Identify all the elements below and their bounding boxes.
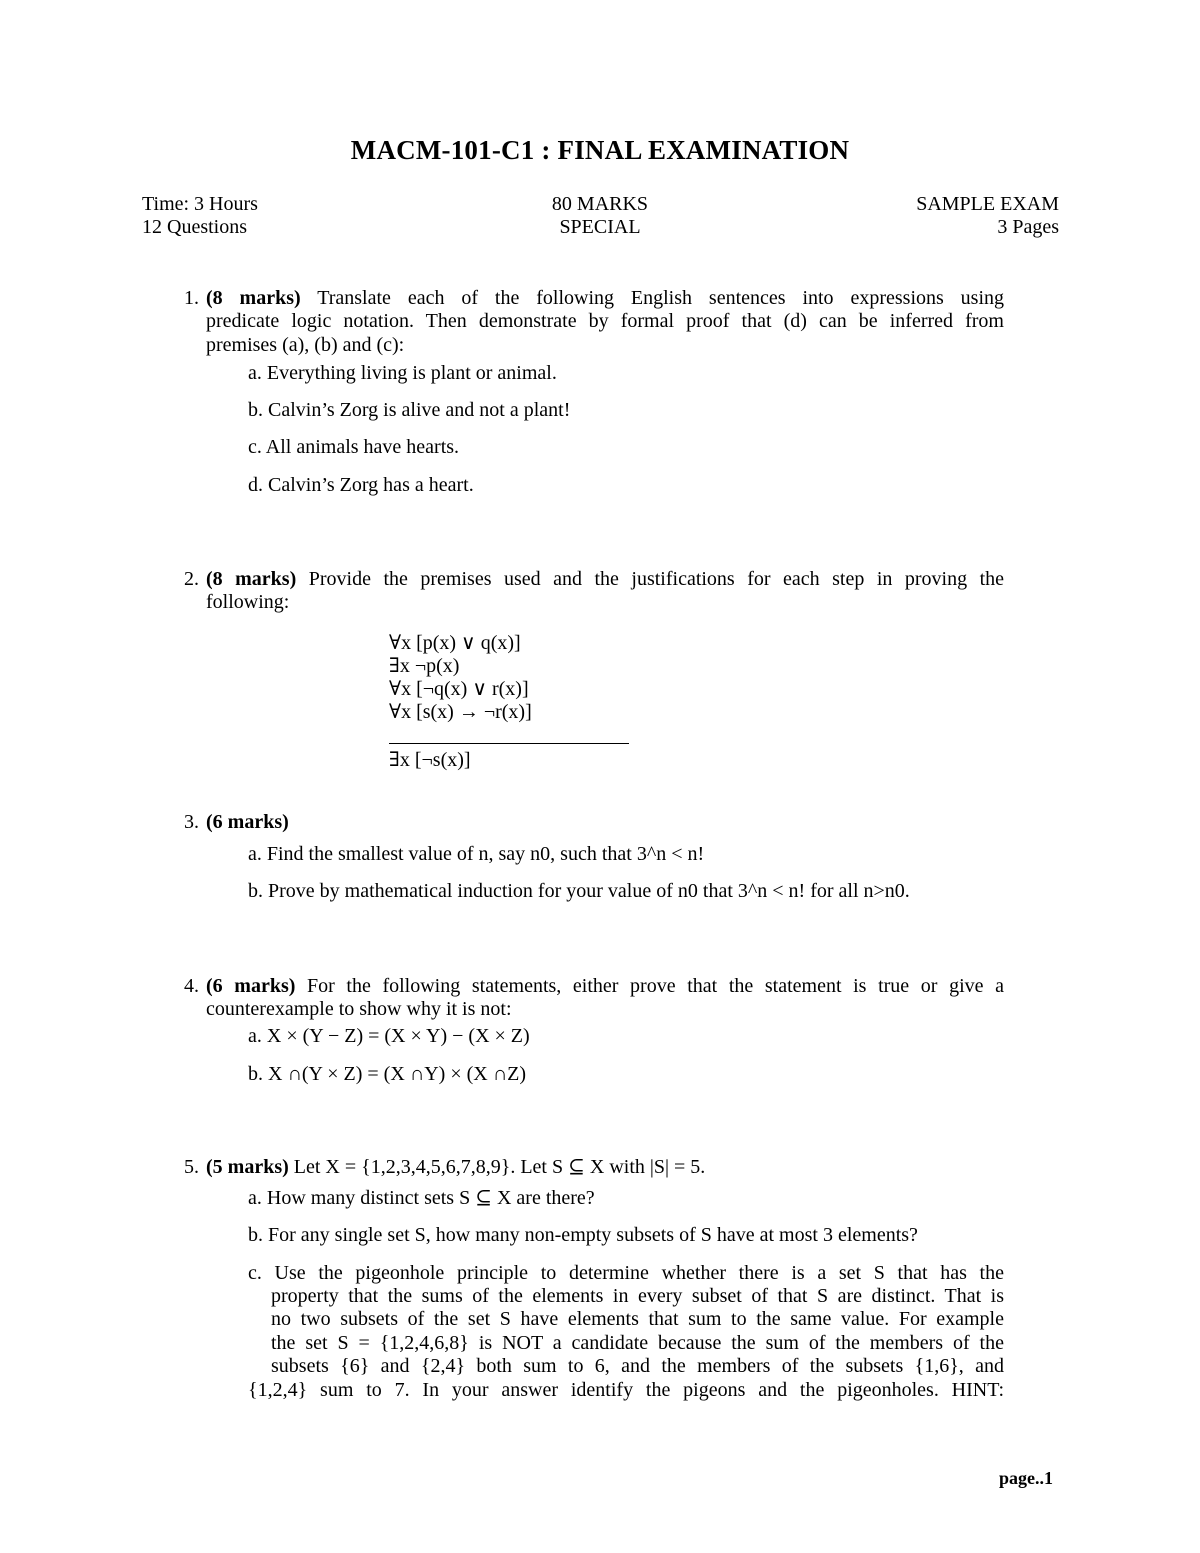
q1-part-d: d. Calvin’s Zorg has a heart. (248, 474, 474, 496)
q1-part-a: a. Everything living is plant or animal. (248, 362, 557, 384)
q5-part-c-line1: c. Use the pigeonhole principle to determine whether there is a set S that has the (248, 1262, 1004, 1284)
q4-number: 4. (184, 975, 199, 997)
q5-marks: (5 marks) (206, 1156, 289, 1178)
q5-part-c-line2: property that the sums of the elements in every subset of that S are distinct. That is (271, 1285, 1004, 1307)
q4-line2: counterexample to show why it is not: (206, 998, 512, 1020)
q2-conclusion: ∃x [¬s(x)] (389, 749, 471, 771)
q1-part-c: c. All animals have hearts. (248, 436, 460, 458)
q4-part-a: a. X × (Y − Z) = (X × Y) − (X × Z) (248, 1025, 530, 1047)
q5-part-c-line6: {1,2,4} sum to 7. In your answer identify the pigeons and the pigeonholes. HINT: (248, 1379, 1004, 1401)
q1-line1: (8 marks) Translate each of the following English sentences into expressions using (206, 287, 1005, 309)
q5-part-a: a. How many distinct sets S ⊆ X are there? (248, 1187, 595, 1209)
q1-line3: premises (a), (b) and (c): (206, 334, 405, 356)
q1-number: 1. (184, 287, 199, 309)
q5-intro-line: (5 marks) Let X = {1,2,3,4,5,6,7,8,9}. Let S ⊆ X with |S| = 5. (206, 1156, 706, 1178)
pages-label: 3 Pages (997, 216, 1059, 238)
special-label: SPECIAL (559, 216, 641, 238)
q1-marks: (8 marks) (206, 287, 301, 309)
q4-part-b: b. X ∩(Y × Z) = (X ∩Y) × (X ∩Z) (248, 1063, 527, 1085)
exam-title: MACM-101-C1 : FINAL EXAMINATION (350, 135, 850, 165)
q2-line2: following: (206, 591, 290, 613)
q5-part-c-line3: no two subsets of the set S have elements that sum to the same value. For example (271, 1308, 1004, 1330)
q1-part-b: b. Calvin’s Zorg is alive and not a plant! (248, 399, 571, 421)
q3-number: 3. (184, 811, 199, 833)
time-label: Time: 3 Hours (142, 193, 258, 215)
page-number: page..1 (999, 1468, 1053, 1488)
q2-premise-3: ∀x [¬q(x) ∨ r(x)] (389, 678, 529, 700)
conclusion-rule (389, 743, 629, 744)
q3-part-b: b. Prove by mathematical induction for your value of n0 that 3^n < n! for all n>n0. (248, 880, 910, 902)
questions-label: 12 Questions (142, 216, 247, 238)
q5-part-c-line5: subsets {6} and {2,4} both sum to 6, and the members of the subsets {1,6}, and (271, 1355, 1004, 1377)
q2-marks: (8 marks) (206, 568, 297, 590)
marks-label: 80 MARKS (551, 193, 649, 215)
q2-line1: (8 marks) Provide the premises used and the justifications for each step in proving the (206, 568, 1005, 590)
q2-number: 2. (184, 568, 199, 590)
q5-part-c-line4: the set S = {1,2,4,6,8} is NOT a candidate because the sum of the members of the (271, 1332, 1004, 1354)
q2-premise-2: ∃x ¬p(x) (389, 655, 460, 677)
q1-line2: predicate logic notation. Then demonstrate by formal proof that (d) can be inferred from (206, 310, 1004, 332)
q5-number: 5. (184, 1156, 199, 1178)
q2-premise-1: ∀x [p(x) ∨ q(x)] (389, 632, 521, 654)
exam-kind-label: SAMPLE EXAM (916, 193, 1059, 215)
q4-line1: (6 marks) For the following statements, either prove that the statement is true or give a (206, 975, 1005, 997)
q3-marks: (6 marks) (206, 811, 289, 833)
q5-part-b: b. For any single set S, how many non-empty subsets of S have at most 3 elements? (248, 1224, 918, 1246)
q4-marks: (6 marks) (206, 975, 296, 997)
q3-part-a: a. Find the smallest value of n, say n0, such that 3^n < n! (248, 843, 705, 865)
q2-premise-4: ∀x [s(x) → ¬r(x)] (389, 701, 532, 723)
